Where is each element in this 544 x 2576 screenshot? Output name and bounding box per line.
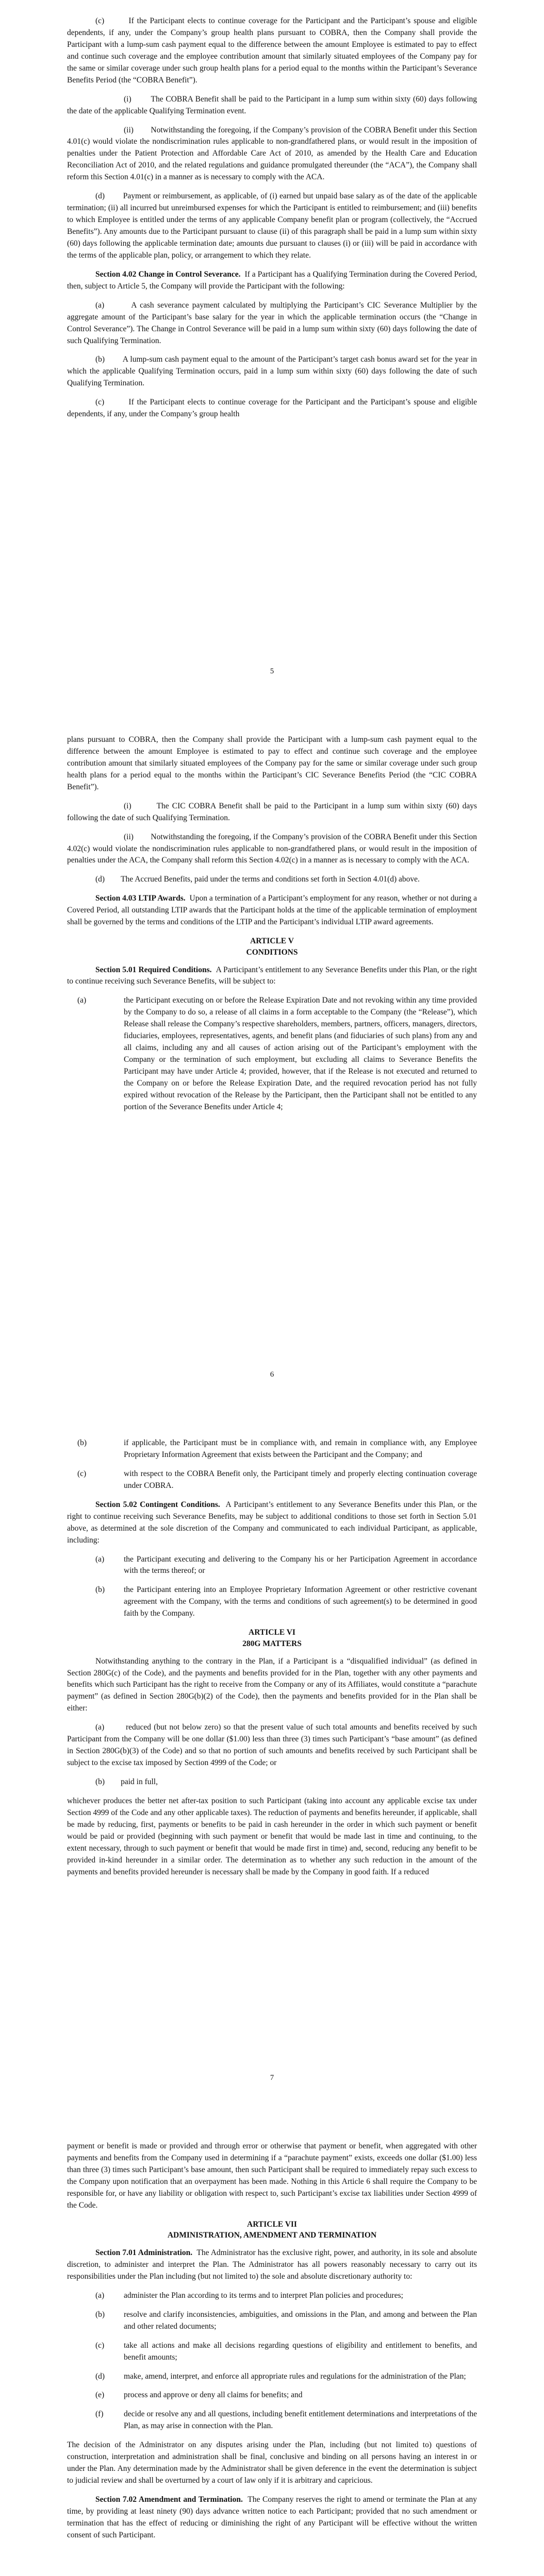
article-number: ARTICLE VII (247, 2219, 297, 2229)
paragraph-4-02-c: (c) If the Participant elects to continue coverage for the Participant and the Participant’s spouse and eligible dependents, if any, under the Company’s group health (67, 398, 477, 419)
paragraph-4-02-c-i: (i) The CIC COBRA Benefit shall be paid to the Participant in a lump sum within sixty (60) days following the date of such Qualifying Termination. (67, 801, 477, 822)
page-6-content (67, 734, 477, 1121)
paragraph-4-02-c-continued: plans pursuant to COBRA, then the Company shall provide the Participant with a lump-sum cash payment equal to the difference between the amount Employee is estimated to pay to effect and continue such coverage and the employee contribution amount that similarly situated employees of the Company pay for the same or similar coverage under such group health plans for a period equal to the months within the Participant’s CIC Severance Benefits Period (the “CIC COBRA Benefit”). (67, 735, 477, 791)
section-7-02-heading: Section 7.02 Amendment and Termination. (95, 2495, 243, 2504)
page-5-content (67, 15, 477, 428)
section-5-01: Section 5.01 Required Conditions. A Participant’s entitlement to any Severance Benefits under this Plan, or the right to continue receiving such Severance Benefits, will be subject to: (67, 965, 477, 986)
article-vi-tail: whichever produces the better net after-tax position to such Participant (taking into account any applicable excise tax under Section 4999 of the Code and any other applicable taxes). The reduction of payments and benefits hereunder, if applicable, shall be made by reducing, first, payments or benefits to be paid in cash hereunder in the order in which such payment or benefit would be paid or provided (beginning with such payment or benefit that would be made last in time and continuing, to the extent necessary, through to such payment or benefit that would be made first in time) and, second, reducing any benefit to be provided in-kind hereunder in a similar order. The determination as to whether any such reduction in the amount of the payments and benefits provided hereunder is necessary shall be made by the Company in good faith. If a reduced (67, 1796, 477, 1876)
article-number: ARTICLE VI (249, 1628, 295, 1637)
article-vi-continued: payment or benefit is made or provided and through error or otherwise that payment or benefit, when aggregated with other payments and benefits from the Company used in determining if a “parachute payment” exists, exceeds one dollar ($1.00) less than three (3) times such Participant’s base amount, then such Participant shall be required to immediately repay such excess to the Company upon notification that an overpayment has been made. Nothing in this Article 6 shall require the Company to be responsible for, or have any liability or obligation with respect to, such Participant’s excise tax liabilities under Section 4999 of the Code. (67, 2142, 477, 2210)
paragraph-6-a: (a) reduced (but not below zero) so that the present value of such total amounts and benefits received by such Participant from the Company will be one dollar ($1.00) less than three (3) times such Participant’s “base amount” (as defined in Section 280G(b)(3) of the Code) and so that no portion of such amounts and benefits received by such Participant shall be subject to the excise tax imposed by Section 4999 of the Code; or (67, 1723, 477, 1768)
article-v-heading (67, 936, 477, 958)
section-4-02: Section 4.02 Change in Control Severance. If a Participant has a Qualifying Termination during the Covered Period, then, subject to Article 5, the Company will provide the Participant with the following: (67, 269, 477, 291)
section-5-02: Section 5.02 Contingent Conditions. A Participant’s entitlement to any Severance Benefits under this Plan, or the right to continue receiving such Severance Benefits, may be subject to additional conditions to those set forth in Section 5.01 above, as determined at the sole discretion of the Company and communicated to each individual Participant, as applicable, including: (67, 1500, 477, 1545)
page-8-content (67, 2141, 477, 2549)
paragraph-5-02-a: (a) the Participant executing and delivering to the Company his or her Participation Agreement in accordance with the terms thereof; or (95, 1554, 477, 1575)
section-5-02-heading: Section 5.02 Contingent Conditions. (95, 1500, 220, 1509)
paragraph-7-01-e: (e) process and approve or deny all claims for benefits; and (95, 2391, 303, 2400)
paragraph-5-02-b: (b) the Participant entering into an Employee Proprietary Information Agreement or other restrictive covenant agreement with the Company, with the terms and conditions of such agreement(s) to be determined in good faith by the Company. (95, 1585, 477, 1618)
section-7-01: Section 7.01 Administration. The Administrator has the exclusive right, power, and authority, in its sole and absolute discretion, to administer and interpret the Plan. The Administrator has all powers reasonably necessary to carry out its responsibilities under the Plan including (but not limited to) the sole and absolute discretionary authority to: (67, 2248, 477, 2281)
article-vi-intro: Notwithstanding anything to the contrary in the Plan, if a Participant is a “disqualified individual” (as defined in Section 280G(c) of the Code), and the payments and benefits provided for in the Plan, together with any other payments and benefits which such Participant has the right to receive from the Company or any of its Affiliates, would constitute a “parachute payment” (as defined in Section 280G(b)(2) of the Code), then the payments and benefits provided for in the Plan shall be either: (67, 1656, 477, 1713)
page-number: 7 (270, 2074, 274, 2082)
article-vi-heading (67, 1627, 477, 1649)
section-7-01-heading: Section 7.01 Administration. (95, 2248, 193, 2257)
paragraph-4-01-c-i: (i) The COBRA Benefit shall be paid to the Participant in a lump sum within sixty (60) days following the date of the applicable Qualifying Termination event. (67, 94, 477, 115)
paragraph-5-01-a: (a) the Participant executing on or before the Release Expiration Date and not revoking within any time provided by the Company to do so, a release of all claims in a form acceptable to the Company (the “Release”), which Release shall release the Company’s respective shareholders, members, partners, officers, managers, directors, fiduciaries, employees, representatives, agents, and benefit plans (and fiduciaries of such plans) from any and all claims, including any and all causes of action arising out of the Participant’s employment with the Company or the termination of such employment, but excluding all claims to Severance Benefits the Participant may have under Article 4; provided, however, that if the Release is not executed and returned to the Company on or before the Release Expiration Date, and the required revocation period has not fully expired without revocation of the Release by the Participant, then the Participant shall not be entitled to any portion of the Severance Benefits under Article 4; (77, 996, 477, 1111)
section-4-03: Section 4.03 LTIP Awards. Upon a termination of a Participant’s employment for any reason, whether or not during a Covered Period, all outstanding LTIP awards that the Participant holds at the time of the applicable termination of employment shall be governed by the terms and conditions of the LTIP and the Participant’s individual LTIP award agreements. (67, 894, 477, 927)
paragraph-4-02-c-ii: (ii) Notwithstanding the foregoing, if the Company’s provision of the COBRA Benefit under this Section 4.02(c) would violate the nondiscrimination rules applicable to non-grandfathered plans, or would result in the imposition of penalties under the ACA, the Company shall reform this Section 4.02(c) in a manner as is necessary to comply with the ACA. (67, 832, 477, 865)
article-title: CONDITIONS (246, 947, 298, 957)
administrator-decision-paragraph: The decision of the Administrator on any disputes arising under the Plan, including (but not limited to) questions of construction, interpretation and administration shall be final, conclusive and binding on all persons having an interest in or under the Plan. Any determination made by the Administrator shall be given deference in the event the determination is subject to judicial review and shall be overturned by a court of law only if it is arbitrary and capricious. (67, 2441, 477, 2485)
paragraph-7-01-c: (c) take all actions and make all decisions regarding questions of eligibility and entitlement to benefits, and benefit amounts; (95, 2341, 477, 2362)
paragraph-7-01-f: (f) decide or resolve any and all questions, including benefit entitlement determinations and interpretations of the Plan, as may arise in connection with the Plan. (95, 2410, 477, 2431)
paragraph-4-01-d: (d) Payment or reimbursement, as applicable, of (i) earned but unpaid base salary as of the date of the applicable termination; (ii) all incurred but unreimbursed expenses for which the Participant is entitled to reimbursement; and (iii) benefits to which Employee is entitled under the terms of any applicable Company benefit plan or program (collectively, the “Accrued Benefits”). Any amounts due to the Participant pursuant to clause (ii) of this paragraph shall be paid in a lump sum within sixty (60) days following the applicable termination date; amounts due pursuant to clauses (i) or (iii) will be paid in accordance with the terms of the applicable plan, policy, or arrangement to which they relate. (67, 192, 477, 260)
paragraph-5-01-b: (b) if applicable, the Participant must be in compliance with, and remain in compliance with, any Employee Proprietary Information Agreement that exists between the Participant and the Company; and (77, 1438, 477, 1459)
page-7-content (67, 1437, 477, 1886)
section-7-02: Section 7.02 Amendment and Termination. The Company reserves the right to amend or terminate the Plan at any time, by providing at least ninety (90) days advance written notice to each Participant; provided that no such amendment or termination that has the effect of reducing or diminishing the right of any Participant will be effective without the written consent of such Participant. (67, 2495, 477, 2539)
section-4-03-heading: Section 4.03 LTIP Awards. (95, 894, 186, 903)
paragraph-5-01-c: (c) with respect to the COBRA Benefit only, the Participant timely and properly electing continuation coverage under COBRA. (77, 1469, 477, 1490)
section-4-02-heading: Section 4.02 Change in Control Severance. (95, 269, 241, 279)
paragraph-4-01-c: (c) If the Participant elects to continue coverage for the Participant and the Participant’s spouse and eligible dependents, if any, under the Company’s group health plans pursuant to COBRA, then the Company shall provide the Participant with a lump-sum cash payment equal to the difference between the amount Employee is estimated to pay to effect and continue such coverage and the employee contribution amount that similarly situated employees of the Company pay for the same or similar coverage under such group health plans for a period equal to the months within the Participant’s Severance Benefits Period (the “COBRA Benefit”). (67, 16, 477, 84)
paragraph-4-02-a: (a) A cash severance payment calculated by multiplying the Participant’s CIC Severance Multiplier by the aggregate amount of the Participant’s base salary for the year in which the applicable termination occurs (the “Change in Control Severance”). The Change in Control Severance will be paid in a lump sum within sixty (60) days following the date of such Qualifying Termination. (67, 300, 477, 345)
paragraph-7-01-a: (a) administer the Plan according to its terms and to interpret Plan policies and procedures; (95, 2291, 403, 2300)
section-5-01-heading: Section 5.01 Required Conditions. (95, 965, 212, 974)
article-title: 280G MATTERS (242, 1639, 302, 1648)
paragraph-7-01-b: (b) resolve and clarify inconsistencies, ambiguities, and omissions in the Plan, and among and between the Plan and other related documents; (95, 2310, 477, 2331)
paragraph-4-02-b: (b) A lump-sum cash payment equal to the amount of the Participant’s target cash bonus award set for the year in which the applicable Qualifying Termination occurs, paid in a lump sum within sixty (60) days following the date of such Qualifying Termination. (67, 355, 477, 388)
article-number: ARTICLE V (250, 937, 294, 946)
paragraph-4-01-c-ii: (ii) Notwithstanding the foregoing, if the Company’s provision of the COBRA Benefit under this Section 4.01(c) would violate the nondiscrimination rules applicable to non-grandfathered plans, or would result in the imposition of penalties under the Patient Protection and Affordable Care Act of 2010, as amended by the Health Care and Education Reconciliation Act of 2010, and the related regulations and guidance promulgated thereunder (the “ACA”), the Company shall reform this Section 4.01(c) in a manner as is necessary to comply with the ACA. (67, 125, 477, 182)
paragraph-4-02-d: (d) The Accrued Benefits, paid under the terms and conditions set forth in Section 4.01(d) above. (95, 875, 420, 884)
paragraph-6-b: (b) paid in full, (95, 1777, 158, 1786)
paragraph-7-01-d: (d) make, amend, interpret, and enforce all appropriate rules and regulations for the administration of the Plan; (95, 2371, 466, 2381)
article-vii-heading (67, 2219, 477, 2241)
article-title: ADMINISTRATION, AMENDMENT AND TERMINATION (167, 2231, 377, 2240)
page-number: 5 (270, 667, 274, 675)
page-number: 6 (270, 1370, 274, 1379)
